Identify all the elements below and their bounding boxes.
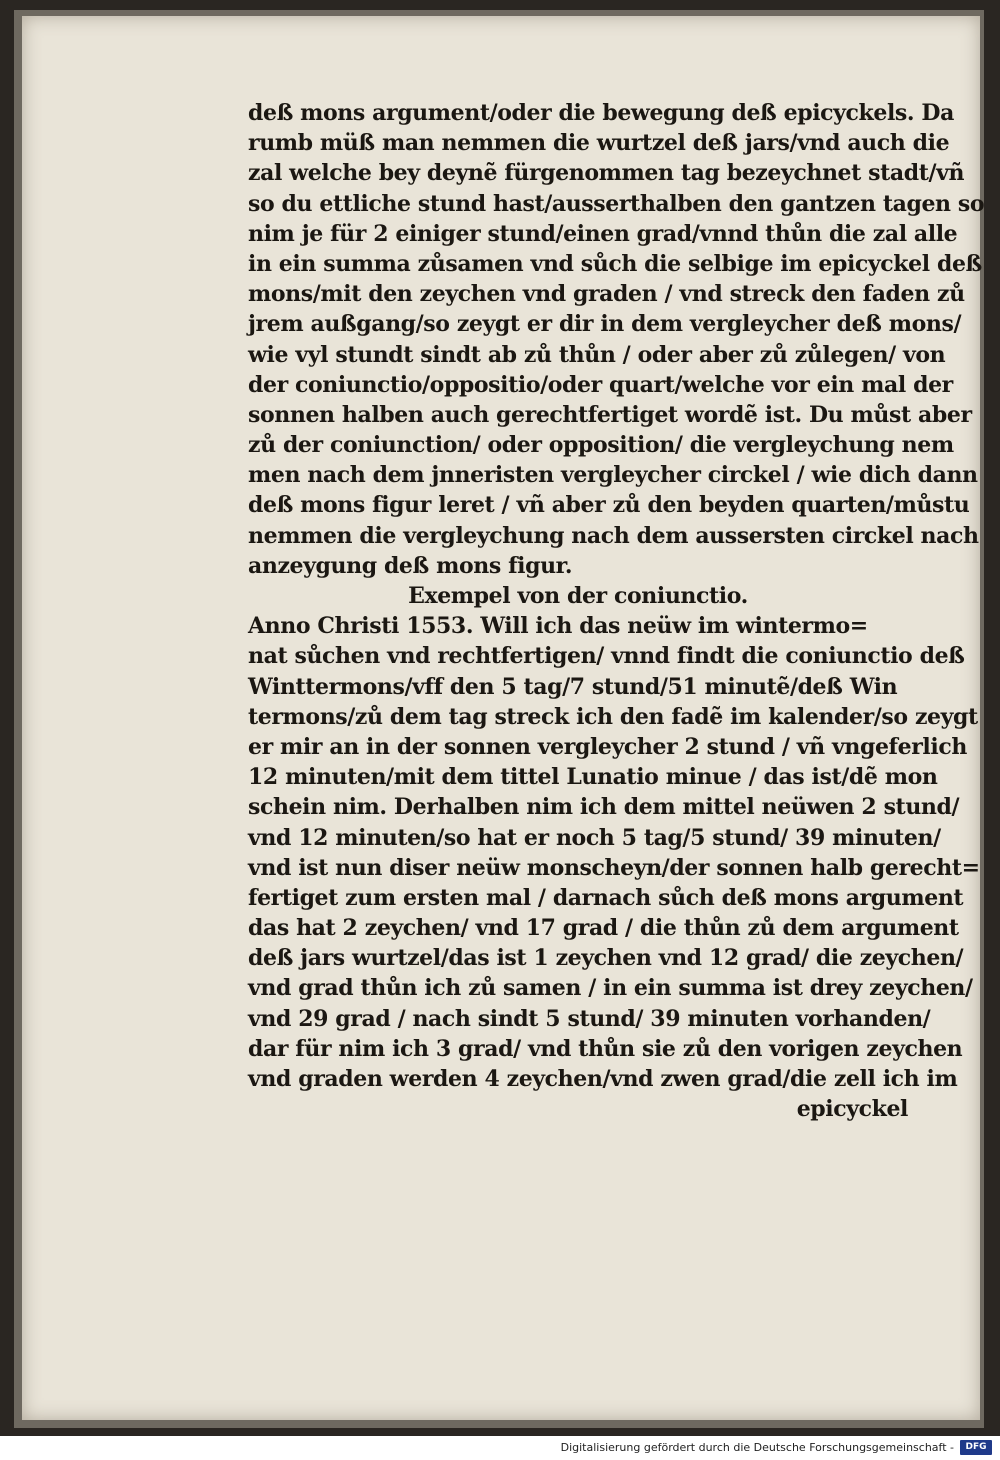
text-line: der coniunctio/oppositio/oder quart/welche vor ein mal der: [248, 371, 953, 398]
book-page: [22, 16, 985, 1420]
text-line: das hat 2 zeychen/ vnd 17 grad / die thůn zů dem argument: [248, 915, 959, 942]
text-line: nemmen die vergleychung nach dem aussersten circkel nach: [248, 522, 979, 549]
text-line: fertiget zum ersten mal / darnach sůch deß mons argument: [248, 884, 964, 911]
text-line: jrem außgang/so zeygt er dir in dem vergleycher deß mons/: [248, 311, 962, 338]
funding-notice: Digitalisierung gefördert durch die Deutsche Forschungsgemeinschaft -: [560, 1441, 954, 1454]
text-line: zů der coniunction/ oder opposition/ die vergleychung nem: [248, 432, 954, 459]
text-line: schein nim. Derhalben nim ich dem mittel neüwen 2 stund/: [248, 794, 960, 821]
text-line: nat sůchen vnd rechtfertigen/ vnnd findt die coniunctio deß: [248, 643, 965, 670]
catchword: epicyckel: [796, 1096, 908, 1123]
text-line: deß jars wurtzel/das ist 1 zeychen vnd 12 grad/ die zeychen/: [248, 945, 964, 972]
text-line: vnd 29 grad / nach sindt 5 stund/ 39 minuten vorhanden/: [248, 1005, 931, 1032]
text-line: deß mons figur leret / vñ aber zů den beyden quarten/můstu: [248, 492, 970, 519]
text-line: men nach dem jnneristen vergleycher circkel / wie dich dann: [248, 462, 978, 489]
footer-bar: [0, 1436, 1000, 1460]
text-line: sonnen halben auch gerechtfertiget wordẽ ist. Du můst aber: [248, 401, 972, 428]
text-line: wie vyl stundt sindt ab zů thůn / oder aber zů zůlegen/ von: [248, 341, 946, 368]
text-line: vnd grad thůn ich zů samen / in ein summa ist drey zeychen/: [248, 975, 973, 1002]
text-line: zal welche bey deynẽ fürgenommen tag bezeychnet stadt/vñ: [248, 160, 965, 187]
text-line: Anno Christi 1553. Will ich das neüw im wintermo=: [248, 613, 868, 640]
text-line: vnd graden werden 4 zeychen/vnd zwen grad/die zell ich im: [248, 1066, 958, 1092]
text-line: vnd 12 minuten/so hat er noch 5 tag/5 stund/ 39 minuten/: [248, 824, 941, 851]
section-heading: Exempel von der coniunctio.: [408, 583, 748, 609]
text-line: 12 minuten/mit dem tittel Lunatio minue / das ist/dẽ mon: [248, 764, 938, 791]
text-line: vnd ist nun diser neüw monscheyn/der sonnen halb gerecht=: [248, 854, 980, 881]
text-line: dar für nim ich 3 grad/ vnd thůn sie zů den vorigen zeychen: [248, 1035, 963, 1062]
page-text-block: [248, 98, 985, 1124]
text-line: in ein summa zůsamen vnd sůch die selbige im epicyckel deß: [248, 250, 982, 277]
text-line: termons/zů dem tag streck ich den fadẽ im kalender/so zeygt: [248, 703, 978, 730]
text-line: mons/mit den zeychen vnd graden / vnd streck den faden zů: [248, 281, 965, 308]
text-line: nim je für 2 einiger stund/einen grad/vnnd thůn die zal alle: [248, 220, 958, 247]
text-line: so du ettliche stund hast/ausserthalben den gantzen tagen so: [248, 190, 985, 217]
text-line: rumb müß man nemmen die wurtzel deß jars/vnd auch die: [248, 130, 950, 157]
text-line: deß mons argument/oder die bewegung deß epicyckels. Da: [248, 100, 954, 126]
text-line: anzeygung deß mons figur.: [248, 552, 573, 579]
text-line: Winttermons/vff den 5 tag/7 stund/51 minutẽ/deß Win: [248, 673, 898, 700]
text-line: er mir an in der sonnen vergleycher 2 stund / vñ vngeferlich: [248, 733, 967, 760]
dfg-logo: DFG: [960, 1440, 992, 1455]
